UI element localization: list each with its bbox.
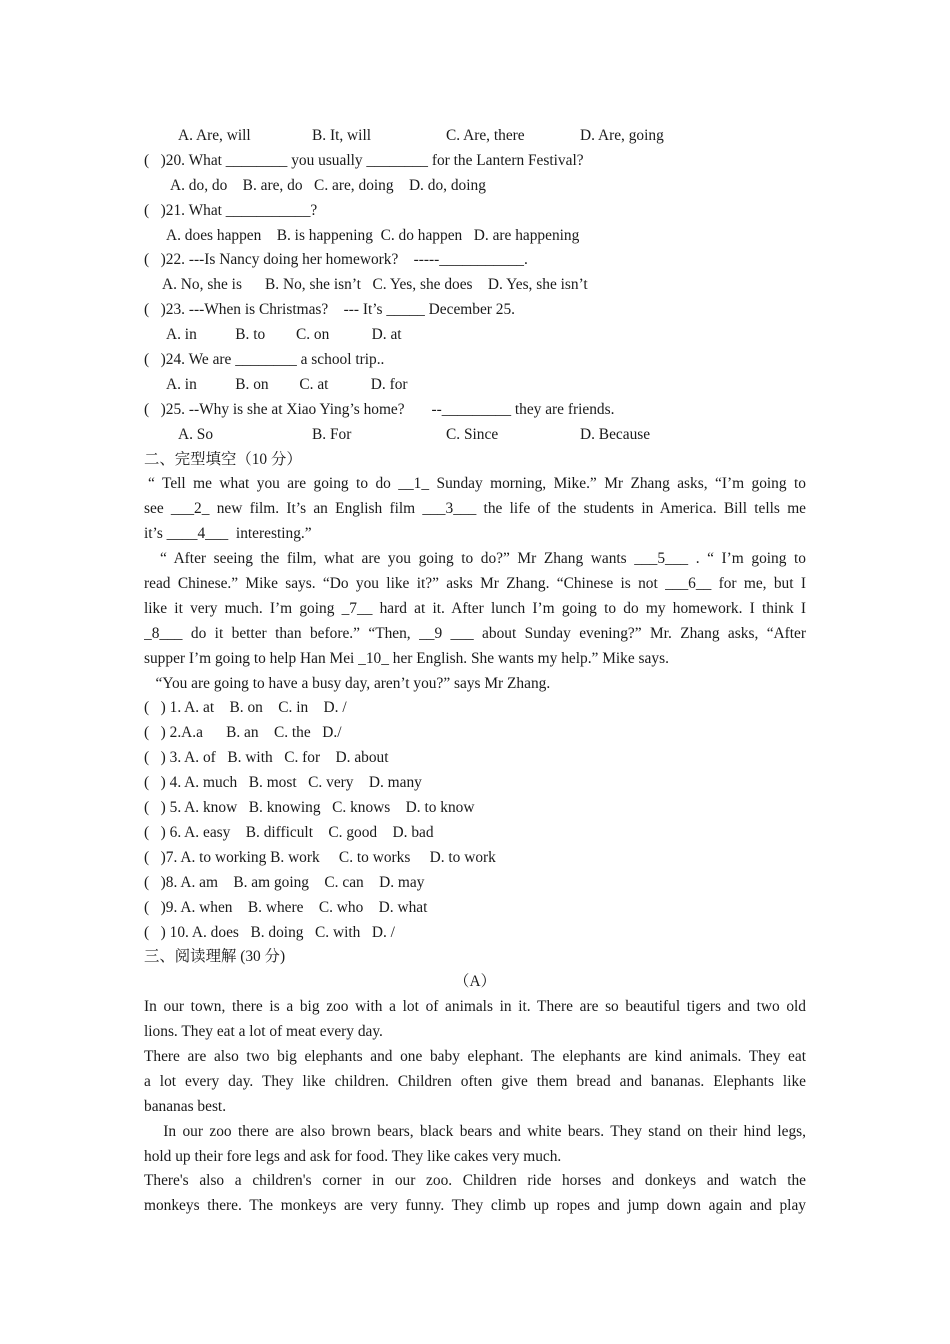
q25-options <box>144 423 806 448</box>
cloze-question-4: ( ) 4. A. much B. most C. very D. many <box>144 774 422 792</box>
q25-option-a: A. So <box>178 425 214 443</box>
cloze-para2-line5: supper I’m going to help Han Mei _10_ her English. She wants my help.” Mike says. <box>144 649 669 667</box>
cloze-para2-line3: like it very much. I’m going _7__ hard at it. After lunch I’m going to do my homework. I think I <box>144 599 806 617</box>
reading-p4-line1: There's also a children's corner in our zoo. Children ride horses and donkeys and watch the <box>144 1172 806 1190</box>
q23-options: A. in B. to C. on D. at <box>166 326 402 344</box>
q19-option-b: B. It, will <box>312 127 371 144</box>
reading-passage-label: （A） <box>454 973 496 991</box>
cloze-para1-line3: it’s ____4___ interesting.” <box>144 525 312 543</box>
cloze-heading: 二、完型填空（10 分） <box>144 450 302 468</box>
cloze-para3: “You are going to have a busy day, aren’t you?” says Mr Zhang. <box>144 674 551 692</box>
q19-option-c: C. Are, there <box>446 127 525 144</box>
q22-options: A. No, she is B. No, she isn’t C. Yes, she does D. Yes, she isn’t <box>162 276 588 294</box>
cloze-para2-line2: read Chinese.” Mike says. “Do you like it?” asks Mr Zhang. “Chinese is not ___6__ for me, but I <box>144 575 806 593</box>
cloze-question-8: ( )8. A. am B. am going C. can D. may <box>144 873 425 891</box>
cloze-question-6: ( ) 6. A. easy B. difficult C. good D. bad <box>144 823 434 841</box>
reading-p1-line2: lions. They eat a lot of meat every day. <box>144 1023 383 1041</box>
q19-options <box>144 124 806 149</box>
q22-stem: ( )22. ---Is Nancy doing her homework? -----___________. <box>144 251 528 269</box>
cloze-question-2: ( ) 2.A.a B. an C. the D./ <box>144 724 342 742</box>
q25-option-c: C. Since <box>446 425 499 443</box>
reading-p4-line2: monkeys there. The monkeys are very funny. They climb up ropes and jump down again and play <box>144 1197 806 1215</box>
reading-p2-line3: bananas best. <box>144 1097 227 1115</box>
reading-p2-line2: a lot every day. They like children. Children often give them bread and bananas. Elephants like <box>144 1072 806 1090</box>
q24-options: A. in B. on C. at D. for <box>166 375 408 393</box>
q21-stem: ( )21. What ___________? <box>144 201 318 219</box>
cloze-para2-line1: “ After seeing the film, what are you going to do?” Mr Zhang wants ___5___ . “ I’m going to <box>160 550 806 568</box>
q25-stem: ( )25. --Why is she at Xiao Ying’s home? --_________ they are friends. <box>144 400 615 418</box>
q23-stem: ( )23. ---When is Christmas? --- It’s _____ December 25. <box>144 301 515 319</box>
q24-stem: ( )24. We are ________ a school trip.. <box>144 351 385 369</box>
cloze-para1-line2: see ___2_ new film. It’s an English film ___3___ the life of the students in America. Bill tells me <box>144 500 806 518</box>
q25-option-b: B. For <box>312 425 352 443</box>
cloze-question-3: ( ) 3. A. of B. with C. for D. about <box>144 749 389 767</box>
cloze-para1-line1: “ Tell me what you are going to do __1_ Sunday morning, Mike.” Mr Zhang asks, “I’m going to <box>148 475 806 493</box>
q25-option-d: D. Because <box>580 425 651 443</box>
cloze-question-5: ( ) 5. A. know B. knowing C. knows D. to know <box>144 799 475 817</box>
cloze-question-10: ( ) 10. A. does B. doing C. with D. / <box>144 923 395 941</box>
reading-p2-line1: There are also two big elephants and one baby elephant. The elephants are kind animals. They eat <box>144 1047 806 1065</box>
cloze-question-7: ( )7. A. to working B. work C. to works D. to work <box>144 848 496 866</box>
q20-options: A. do, do B. are, do C. are, doing D. do, doing <box>170 176 486 194</box>
reading-p1-line1: In our town, there is a big zoo with a lot of animals in it. There are so beautiful tigers and two old <box>144 998 806 1016</box>
q21-options: A. does happen B. is happening C. do happen D. are happening <box>166 226 580 244</box>
cloze-question-9: ( )9. A. when B. where C. who D. what <box>144 898 428 916</box>
q20-stem: ( )20. What ________ you usually ________ for the Lantern Festival? <box>144 151 584 169</box>
page-content <box>144 124 806 1219</box>
reading-p3-line1: In our zoo there are also brown bears, black bears and white bears. They stand on their hind legs, <box>144 1122 806 1140</box>
q19-option-d: D. Are, going <box>580 127 664 144</box>
reading-p3-line2: hold up their fore legs and ask for food. They like cakes very much. <box>144 1147 562 1165</box>
cloze-para2-line4: _8___ do it better than before.” “Then, __9 ___ about Sunday evening?” Mr. Zhang asks, “After <box>144 624 806 642</box>
q19-option-a: A. Are, will <box>178 127 251 144</box>
cloze-question-1: ( ) 1. A. at B. on C. in D. / <box>144 699 347 717</box>
reading-heading: 三、阅读理解 (30 分) <box>144 948 286 966</box>
